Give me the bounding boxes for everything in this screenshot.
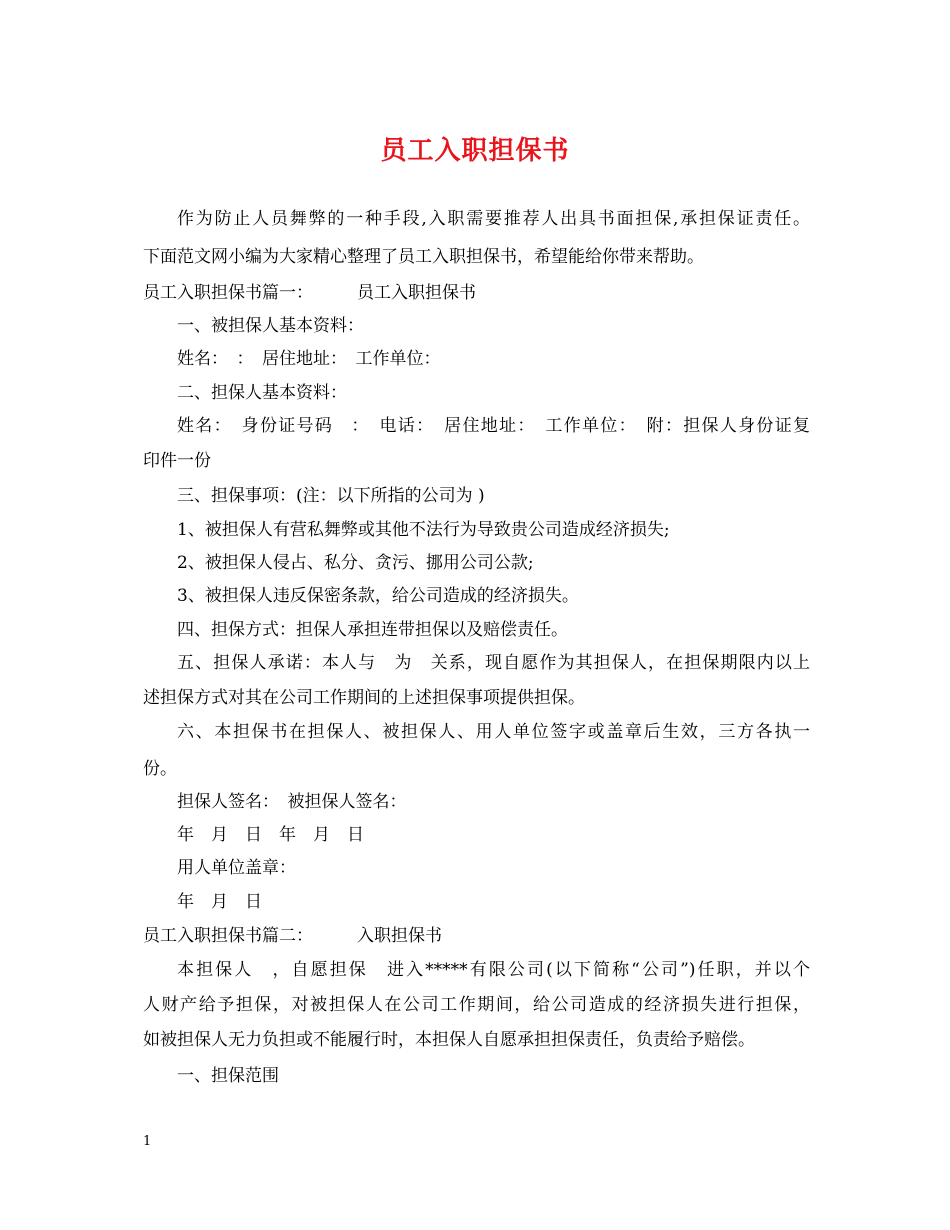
document-title: 员工入职担保书 [380,136,570,166]
paragraph-line: 姓名： ： 居住地址： 工作单位： [177,349,441,369]
date-line: 年 月 日 年 月 日 [177,825,364,845]
paragraph-line: 六、本担保书在担保人、被担保人、用人单位签字或盖章后生效，三方各执一 [177,722,810,742]
section-heading-row [143,281,476,305]
paragraph-line: 一、被担保人基本资料： [177,316,364,336]
paragraph-line: 份。 [143,759,177,779]
paragraph-line: 2、被担保人侵占、私分、贪污、挪用公司公款; [177,553,534,573]
paragraph-line: 一、担保范围 [177,1066,279,1086]
paragraph-line: 三、担保事项：(注：以下所指的公司为 ) [177,486,485,506]
paragraph-line: 本担保人 ，自愿担保 进入*****有限公司(以下简称“公司”)任职，并以个 [177,960,810,980]
paragraph-line: 四、担保方式：担保人承担连带担保以及赔偿责任。 [177,620,568,640]
paragraph-line: 姓名： 身份证号码 ： 电话： 居住地址： 工作单位： 附：担保人身份证复 [177,416,810,436]
paragraph-line: 印件一份 [143,451,211,471]
section-heading: 员工入职担保书篇一： [143,283,313,303]
date-line: 年 月 日 [177,892,262,912]
paragraph-line: 1、被担保人有营私舞弊或其他不法行为导致贵公司造成经济损失; [177,520,670,540]
paragraph-line: 人财产给予担保，对被担保人在公司工作期间，给公司造成的经济损失进行担保， [143,995,810,1015]
section-heading-row [143,924,442,948]
paragraph-line: 述担保方式对其在公司工作期间的上述担保事项提供担保。 [143,688,585,708]
signature-line: 担保人签名： 被担保人签名： [177,792,407,812]
paragraph-line: 作为防止人员舞弊的一种手段,入职需要推荐人出具书面担保,承担保证责任。 [177,209,810,229]
section-subtitle: 员工入职担保书 [357,283,476,303]
page-number: 1 [143,1134,152,1149]
seal-line: 用人单位盖章： [177,858,296,878]
paragraph-line: 下面范文网小编为大家精心整理了员工入职担保书，希望能给你带来帮助。 [143,247,704,267]
paragraph-line: 如被担保人无力负担或不能履行时，本担保人自愿承担担保责任，负责给予赔偿。 [143,1030,755,1050]
paragraph-line: 二、担保人基本资料： [177,383,347,403]
paragraph-line: 3、被担保人违反保密条款，给公司造成的经济损失。 [177,586,579,606]
paragraph-line: 五、担保人承诺：本人与 为 关系，现自愿作为其担保人，在担保期限内以上 [177,653,810,673]
section-heading: 员工入职担保书篇二： [143,926,313,946]
section-subtitle: 入职担保书 [357,926,442,946]
